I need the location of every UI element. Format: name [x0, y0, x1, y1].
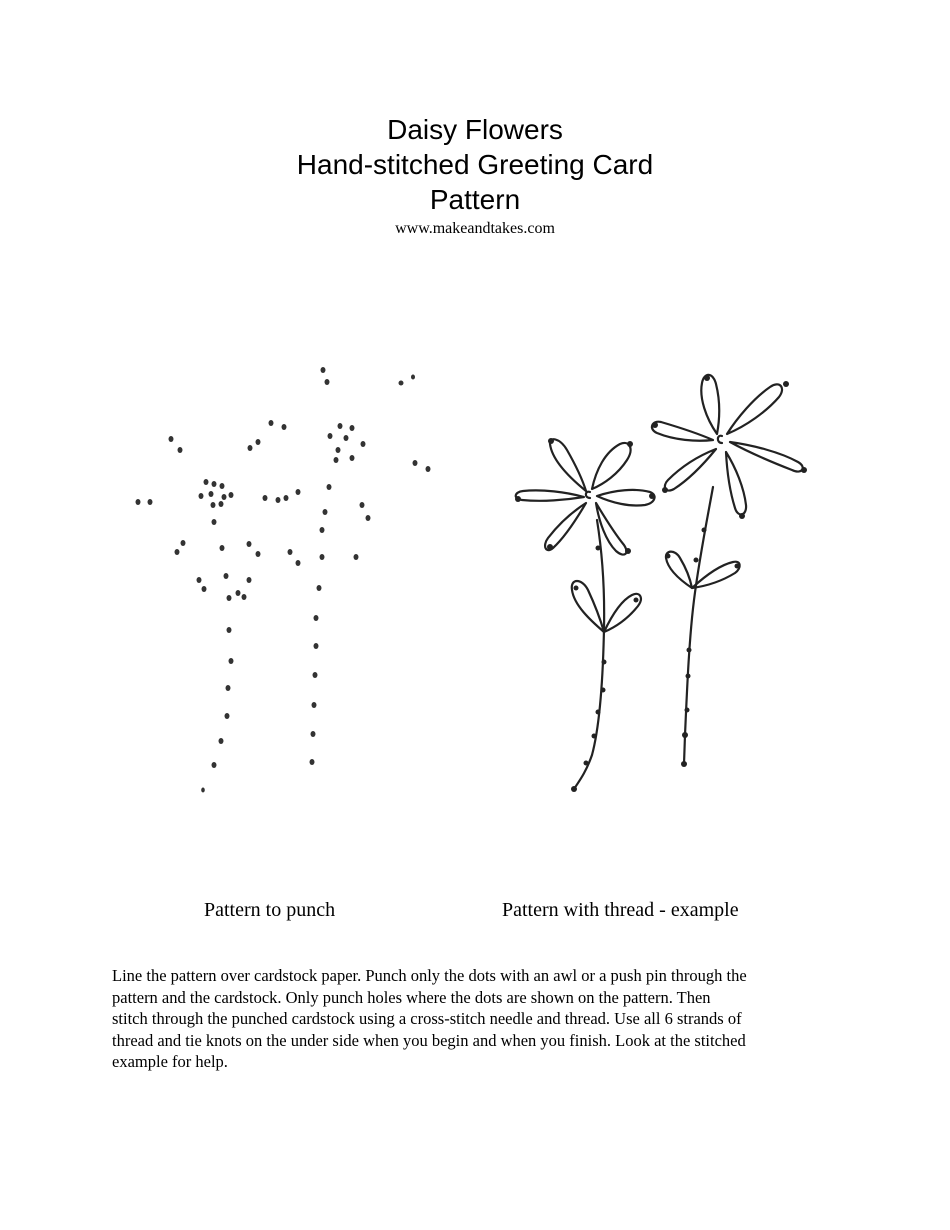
instructions-paragraph: Line the pattern over cardstock paper. Punch only the dots with an awl or a push pin through the pattern and the cardstock. Only punch holes where the dots are shown on the pattern. Then stitch through the punched cardstock using a cross-stitch needle and thread. Use all 6 strands of thread and tie knots on the under side when you begin and when you finish. Look at the stitched example for help. [112, 966, 747, 1071]
page-title-line-3: Pattern [429, 184, 521, 215]
website-url: www.makeandtakes.com [395, 220, 555, 237]
punch-dot-pattern [136, 367, 431, 793]
page-title-line-2: Hand-stitched Greeting Card [296, 149, 654, 180]
stitched-example-drawing [516, 375, 803, 789]
page-title-line-1: Daisy Flowers [387, 114, 563, 145]
caption-pattern-to-punch: Pattern to punch [204, 899, 336, 921]
stitch-knots [515, 375, 807, 792]
caption-pattern-with-thread: Pattern with thread - example [502, 899, 739, 921]
